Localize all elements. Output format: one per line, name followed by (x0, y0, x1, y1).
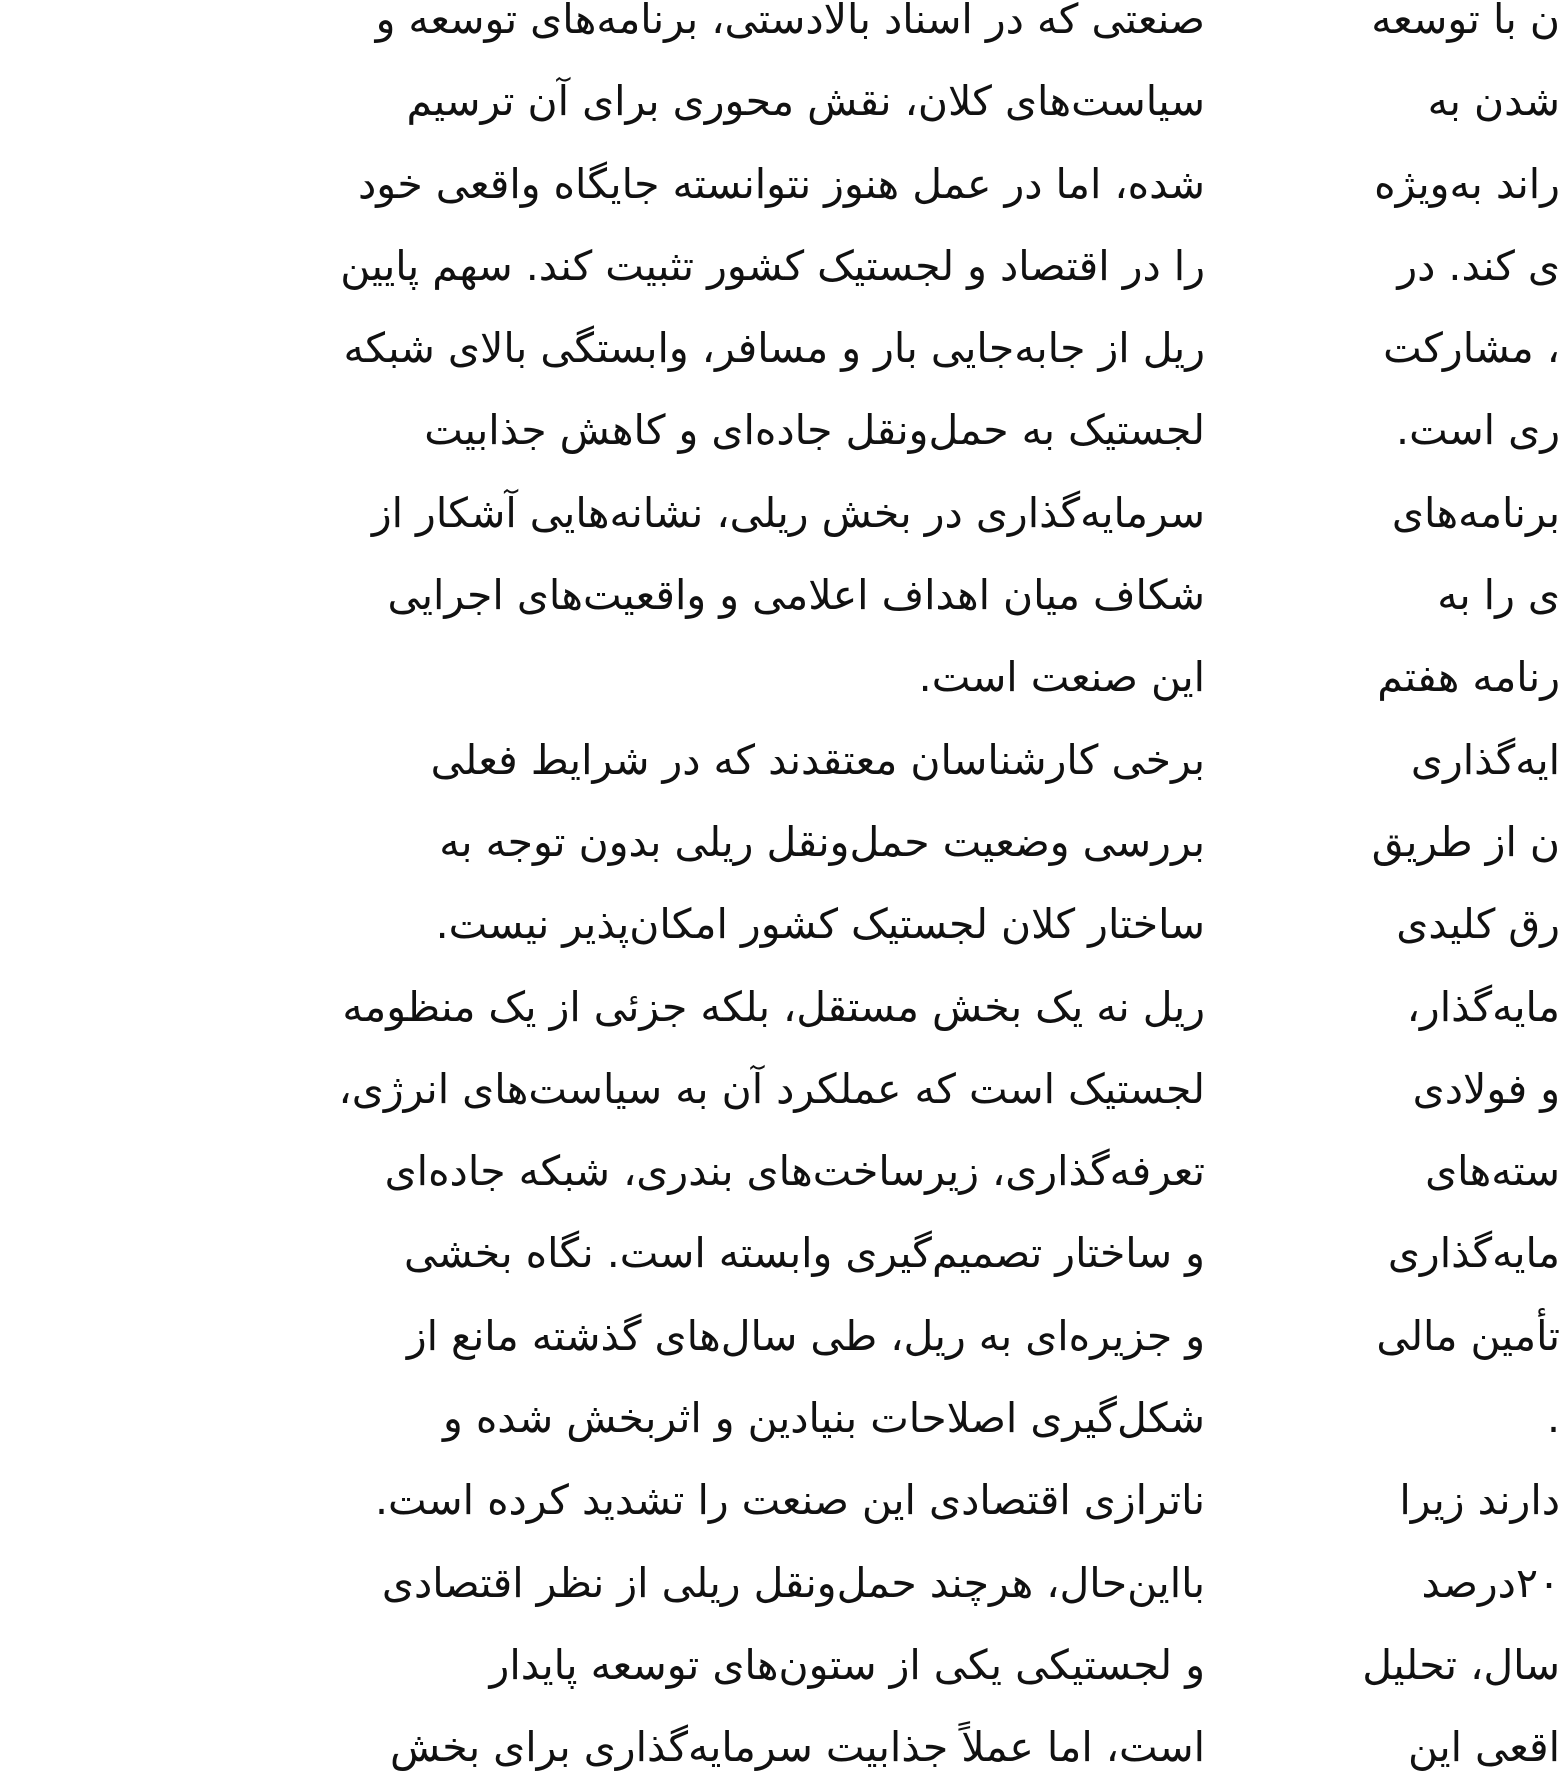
right-line: ن با توسعه (1371, 0, 1560, 43)
right-line: برنامه‌های (1391, 488, 1560, 537)
right-line: ایه‌گذاری (1410, 735, 1560, 784)
right-line: ۲۰درصد (1421, 1558, 1560, 1607)
main-line: است، اما عملاً جذابیت سرمایه‌گذاری برای بخش (389, 1723, 1205, 1772)
main-line: صنعتی که در اسناد بالادستی، برنامه‌های توسعه و (375, 0, 1205, 43)
right-line: . (1546, 1394, 1560, 1443)
right-line: مایه‌گذار، (1406, 982, 1560, 1031)
main-line: سیاست‌های کلان، نقش محوری برای آن ترسیم (406, 77, 1205, 126)
right-line: راند به‌ویژه (1374, 159, 1560, 208)
right-line: ی کند. در (1397, 241, 1560, 290)
main-line: ناترازی اقتصادی این صنعت را تشدید کرده است. (375, 1476, 1205, 1525)
main-line: تعرفه‌گذاری، زیرساخت‌های بندری، شبکه جاده‌ای (384, 1147, 1205, 1196)
right-line: رق کلیدی (1396, 900, 1560, 949)
main-line: بررسی وضعیت حمل‌ونقل ریلی بدون توجه به (439, 817, 1205, 866)
main-line: شکاف میان اهداف اعلامی و واقعیت‌های اجرایی (387, 571, 1205, 620)
right-line: تأمین مالی (1376, 1311, 1560, 1360)
right-line: ، مشارکت (1383, 324, 1560, 373)
right-line: اقعی این (1408, 1723, 1560, 1772)
main-line: ریل نه یک بخش مستقل، بلکه جزئی از یک منظومه (342, 982, 1205, 1031)
right-line: رنامه هفتم (1377, 653, 1560, 702)
main-line: برخی کارشناسان معتقدند که در شرایط فعلی (430, 735, 1205, 784)
right-line: مایه‌گذاری (1387, 1229, 1560, 1278)
right-line: سال، تحلیل (1362, 1640, 1560, 1689)
main-line: لجستیک است که عملکرد آن به سیاست‌های انرژی، (338, 1064, 1205, 1113)
right-line: سته‌های (1425, 1147, 1560, 1196)
main-line: این صنعت است. (918, 653, 1205, 702)
main-line: و جزیره‌ای به ریل، طی سال‌های گذشته مانع از (406, 1311, 1205, 1360)
main-line: شده، اما در عمل هنوز نتوانسته جایگاه واقعی خود (357, 159, 1205, 208)
main-line: بااین‌حال، هرچند حمل‌ونقل ریلی از نظر اقتصادی (381, 1558, 1205, 1607)
main-line: و ساختار تصمیم‌گیری وابسته است. نگاه بخشی (403, 1229, 1205, 1278)
main-line: ساختار کلان لجستیک کشور امکان‌پذیر نیست. (435, 900, 1205, 949)
main-text-column (208, 0, 1205, 1789)
right-line: شدن به (1427, 77, 1560, 126)
main-line: را در اقتصاد و لجستیک کشور تثبیت کند. سهم پایین (340, 241, 1205, 290)
right-line: دارند زیرا (1399, 1476, 1560, 1525)
right-text-column-partial (1300, 0, 1560, 1789)
main-line: شکل‌گیری اصلاحات بنیادین و اثربخش شده و (442, 1394, 1205, 1443)
right-line: ری است. (1396, 406, 1560, 455)
right-line: ن از طریق (1371, 817, 1560, 866)
main-line: لجستیک به حمل‌ونقل جاده‌ای و کاهش جذابیت (424, 406, 1205, 455)
main-line: سرمایه‌گذاری در بخش ریلی، نشانه‌هایی آشکار از (371, 488, 1205, 537)
right-line: ی را به (1437, 571, 1560, 620)
main-line: و لجستیکی یکی از ستون‌های توسعه پایدار (489, 1640, 1205, 1689)
right-line: و فولادی (1412, 1064, 1560, 1113)
main-line: ریل از جابه‌جایی بار و مسافر، وابستگی بالای شبکه (343, 324, 1205, 373)
